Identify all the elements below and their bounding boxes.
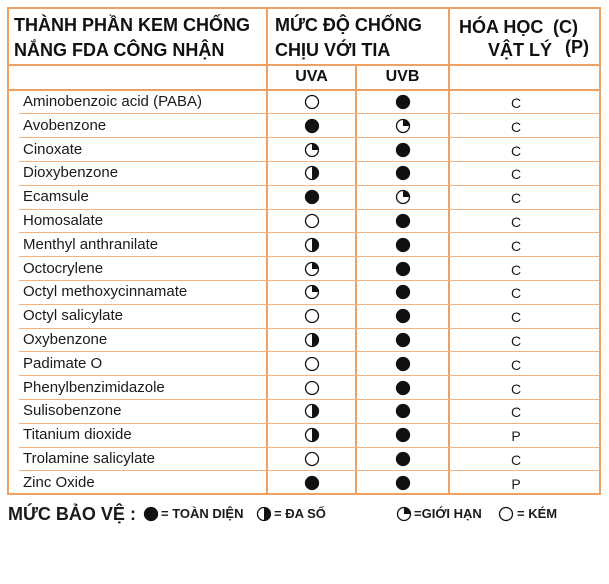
filter-type: C [510, 142, 522, 159]
legend-full-label: = TOÀN DIỆN [161, 506, 244, 521]
ingredient-name: Menthyl anthranilate [23, 235, 159, 253]
filter-type: C [510, 214, 522, 230]
table-row [9, 114, 599, 138]
ingredient-name: Cinoxate [23, 140, 83, 158]
header-ingredients-line1: THÀNH PHẦN KEM CHỐNG [14, 15, 250, 35]
uvb-limited-protection-icon [357, 114, 448, 138]
header-ingredients-line2: NẮNG FDA CÔNG NHẬN [14, 40, 225, 60]
uva-poor-protection-icon [268, 352, 355, 376]
uvb-full-protection-icon [357, 161, 448, 185]
uvb-full-protection-icon [357, 90, 448, 114]
uvb-full-protection-icon [357, 471, 448, 495]
filter-type: C [510, 356, 522, 373]
table-row [9, 209, 599, 233]
legend-limited-icon [396, 506, 412, 522]
ingredient-name: Zinc Oxide [23, 473, 95, 491]
uva-poor-protection-icon [268, 209, 355, 233]
filter-type: C [510, 452, 522, 468]
table-row [9, 138, 599, 162]
header-physical-code: (P) [565, 37, 589, 57]
header-chemical-code: (C) [553, 17, 578, 37]
ingredient-name: Octyl salicylate [23, 307, 124, 325]
uvb-full-protection-icon [357, 399, 448, 423]
uva-limited-protection-icon [268, 280, 355, 304]
ingredient-name: Oxybenzone [23, 331, 108, 348]
uvb-full-protection-icon [357, 352, 448, 376]
uvb-full-protection-icon [357, 423, 448, 447]
ingredient-name: Homosalate [23, 212, 104, 229]
ingredient-name: Titanium dioxide [23, 426, 132, 444]
filter-type: C [510, 309, 522, 326]
uva-most-protection-icon [268, 423, 355, 447]
uvb-full-protection-icon [357, 447, 448, 471]
table-row [9, 280, 599, 304]
filter-type: C [510, 333, 522, 349]
filter-type: C [510, 380, 522, 397]
filter-type: P [511, 475, 521, 492]
uva-most-protection-icon [268, 328, 355, 352]
uvb-full-protection-icon [357, 257, 448, 281]
ingredient-name: Avobenzone [23, 116, 107, 134]
legend-full-icon [143, 506, 159, 522]
uvb-limited-protection-icon [357, 185, 448, 209]
table-row [9, 161, 599, 185]
header-uva: UVA [295, 68, 328, 85]
filter-type: C [510, 95, 522, 111]
uva-most-protection-icon [268, 399, 355, 423]
ingredient-name: Octyl methoxycinnamate [23, 283, 188, 301]
uva-limited-protection-icon [268, 138, 355, 162]
table-row [9, 185, 599, 209]
legend-most-icon [256, 506, 272, 522]
table-row [9, 328, 599, 352]
uva-poor-protection-icon [268, 447, 355, 471]
filter-type: C [510, 261, 522, 278]
uva-most-protection-icon [268, 161, 355, 185]
filter-type: C [510, 190, 522, 207]
legend-limited-label: =GIỚI HẠN [414, 506, 482, 521]
uva-most-protection-icon [268, 233, 355, 257]
uvb-full-protection-icon [357, 280, 448, 304]
uva-limited-protection-icon [268, 257, 355, 281]
filter-type: P [511, 428, 521, 445]
legend-most-label: = ĐA SỐ [274, 506, 326, 521]
uvb-full-protection-icon [357, 233, 448, 257]
filter-type: C [510, 118, 522, 135]
ingredient-name: Trolamine salicylate [23, 450, 155, 467]
table-row [9, 399, 599, 423]
filter-type: C [510, 237, 522, 254]
table-row [9, 447, 599, 471]
uvb-full-protection-icon [357, 209, 448, 233]
filter-type: C [510, 404, 522, 421]
uva-full-protection-icon [268, 114, 355, 138]
header-protection-line2: CHỊU VỚI TIA [275, 40, 391, 60]
header-protection-line1: MỨC ĐỘ CHỐNG [275, 15, 422, 35]
uvb-full-protection-icon [357, 304, 448, 328]
ingredient-name: Padimate O [23, 354, 103, 372]
uva-full-protection-icon [268, 185, 355, 209]
legend-poor-label: = KÉM [517, 506, 558, 521]
table-row [9, 471, 599, 495]
filter-type: C [510, 166, 522, 183]
header-chemical-label: HÓA HỌC [459, 17, 544, 37]
ingredient-name: Phenylbenzimidazole [23, 378, 165, 396]
filter-type: C [510, 285, 522, 302]
uva-poor-protection-icon [268, 376, 355, 400]
ingredient-name: Ecamsule [23, 188, 89, 206]
header-physical-label: VẬT LÝ [488, 40, 553, 60]
table-row [9, 423, 599, 447]
table-row [9, 376, 599, 400]
table-row [9, 352, 599, 376]
header-uvb: UVB [385, 68, 420, 85]
legend-title: MỨC BẢO VỆ : [8, 504, 136, 524]
uvb-full-protection-icon [357, 138, 448, 162]
uvb-full-protection-icon [357, 328, 448, 352]
sunscreen-table [7, 7, 601, 495]
table-row [9, 304, 599, 328]
table-row [9, 233, 599, 257]
ingredient-name: Octocrylene [23, 259, 104, 277]
uva-poor-protection-icon [268, 90, 355, 114]
uva-full-protection-icon [268, 471, 355, 495]
ingredient-name: Dioxybenzone [23, 164, 119, 182]
table-row [9, 90, 599, 114]
ingredient-name: Aminobenzoic acid (PABA) [23, 93, 202, 110]
table-row [9, 257, 599, 281]
uva-poor-protection-icon [268, 304, 355, 328]
ingredient-name: Sulisobenzone [23, 402, 122, 420]
protection-legend [8, 502, 603, 526]
legend-poor-icon [498, 506, 514, 522]
uvb-full-protection-icon [357, 376, 448, 400]
